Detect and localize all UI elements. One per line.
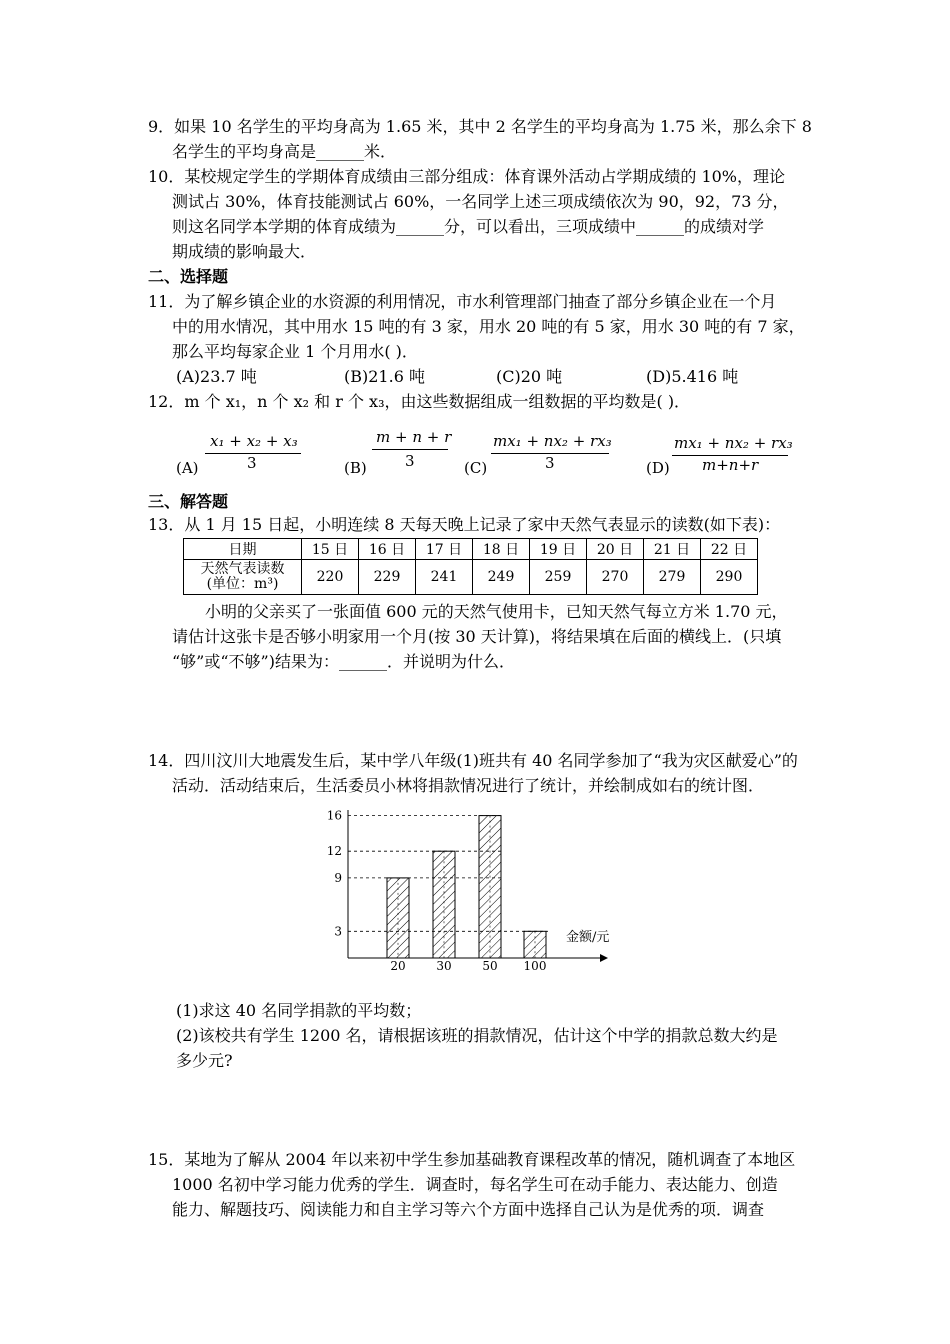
bar-20 bbox=[387, 878, 409, 958]
q14-sub2: (2)该校共有学生 1200 名，请根据该班的捐款情况，估计这个中学的捐款总数大约是 bbox=[176, 1026, 778, 1045]
q14-line1: 14．四川汶川大地震发生后，某中学八年级(1)班共有 40 名同学参加了“我为灾区献爱心”的 bbox=[148, 751, 798, 770]
table-header-reading bbox=[184, 560, 302, 595]
table-reading-cell: 241 bbox=[416, 560, 473, 595]
x-axis-label: 金额/元 bbox=[566, 930, 610, 945]
table-reading-cell: 270 bbox=[587, 560, 644, 595]
q12-option-c-label: (C) bbox=[464, 459, 488, 477]
donation-bar-chart bbox=[310, 798, 620, 978]
q12-option-d-numerator: mx₁ + nx₂ + rx₃ bbox=[674, 434, 793, 452]
table-header-reading-unit: (单位：m³) bbox=[206, 576, 279, 592]
q12-option-b-fraction bbox=[372, 428, 452, 474]
x-tick-label: 20 bbox=[390, 959, 406, 973]
y-tick-label: 3 bbox=[334, 924, 342, 939]
table-reading-cell: 290 bbox=[701, 560, 758, 595]
q10-line1: 10．某校规定学生的学期体育成绩由三部分组成：体育课外活动占学期成绩的 10%，理论 bbox=[148, 167, 786, 186]
q12-option-a-denominator: 3 bbox=[247, 454, 257, 472]
gas-meter-table bbox=[183, 538, 758, 595]
q12-option-a-numerator: x₁ + x₂ + x₃ bbox=[210, 432, 298, 450]
table-date-cell: 15 日 bbox=[302, 539, 359, 560]
x-tick-label: 50 bbox=[482, 959, 498, 973]
q11-option-a: (A)23.7 吨 bbox=[176, 367, 257, 386]
bars bbox=[387, 816, 546, 958]
bar-50 bbox=[479, 816, 501, 958]
bar-100 bbox=[524, 931, 546, 958]
q15-line3: 能力、解题技巧、阅读能力和自主学习等六个方面中选择自己认为是优秀的项．调查 bbox=[172, 1200, 765, 1219]
table-date-cell: 18 日 bbox=[473, 539, 530, 560]
q12-option-c-denominator: 3 bbox=[545, 454, 555, 472]
x-tick-label: 30 bbox=[436, 959, 452, 973]
q9-line2: 名学生的平均身高是______米． bbox=[172, 142, 397, 161]
table-header-reading-main: 天然气表读数 bbox=[200, 561, 285, 577]
y-tick-label: 9 bbox=[334, 870, 342, 885]
table-date-cell: 19 日 bbox=[530, 539, 587, 560]
table-reading-cell: 229 bbox=[359, 560, 416, 595]
table-header-date: 日期 bbox=[184, 539, 302, 560]
q13-para-line2: 请估计这张卡是否够小明家用一个月(按 30 天计算)，将结果填在后面的横线上．(只填 bbox=[172, 627, 782, 646]
q12-option-b-numerator: m + n + r bbox=[376, 428, 452, 446]
q14-sub3: 多少元? bbox=[176, 1051, 233, 1070]
q12-option-d-denominator: m+n+r bbox=[702, 456, 759, 474]
q12-option-d-label: (D) bbox=[646, 459, 670, 477]
y-tick-label: 12 bbox=[326, 844, 342, 859]
q15-line2: 1000 名初中学习能力优秀的学生．调查时，每名学生可在动手能力、表达能力、创造 bbox=[172, 1175, 778, 1194]
q10-line4: 期成绩的影响最大． bbox=[172, 242, 317, 261]
q14-sub1: (1)求这 40 名同学捐款的平均数； bbox=[176, 1001, 422, 1020]
q13-para-line1: 小明的父亲买了一张面值 600 元的天然气使用卡，已知天然气每立方米 1.70 元， bbox=[205, 602, 788, 621]
q14-line2: 活动．活动结束后，生活委员小林将捐款情况进行了统计，并绘制成如右的统计图． bbox=[172, 776, 765, 795]
table-reading-cell: 279 bbox=[644, 560, 701, 595]
q10-line3: 则这名同学本学期的体育成绩为______分，可以看出，三项成绩中______的成绩对学 bbox=[172, 217, 765, 236]
y-tick-labels bbox=[327, 809, 342, 939]
q13-line1: 13．从 1 月 15 日起，小明连续 8 天每天晚上记录了家中天然气表显示的读数(如下表)： bbox=[148, 515, 781, 534]
table-date-cell: 21 日 bbox=[644, 539, 701, 560]
q12-option-a-fraction bbox=[205, 432, 305, 474]
q12-option-c-numerator: mx₁ + nx₂ + rx₃ bbox=[493, 432, 612, 450]
q11-line2: 中的用水情况，其中用水 15 吨的有 3 家，用水 20 吨的有 5 家，用水 30 吨的有 7 家， bbox=[172, 317, 805, 336]
q13-para-line3: “够”或“不够”)结果为：______．并说明为什么． bbox=[172, 652, 515, 671]
table-reading-cell: 259 bbox=[530, 560, 587, 595]
section-heading-answer: 三、解答题 bbox=[148, 492, 229, 511]
table-reading-cell: 220 bbox=[302, 560, 359, 595]
q12-option-b-label: (B) bbox=[344, 459, 367, 477]
bar-30 bbox=[433, 851, 455, 958]
q12-option-b-denominator: 3 bbox=[405, 452, 415, 470]
x-tick-labels bbox=[390, 959, 546, 973]
q15-line1: 15．某地为了解从 2004 年以来初中学生参加基础教育课程改革的情况，随机调查了本地区 bbox=[148, 1150, 796, 1169]
x-tick-label: 100 bbox=[523, 959, 547, 973]
q11-line1: 11．为了解乡镇企业的水资源的利用情况，市水利管理部门抽查了部分乡镇企业在一个月 bbox=[148, 292, 777, 311]
table-date-cell: 17 日 bbox=[416, 539, 473, 560]
q9-line1: 9．如果 10 名学生的平均身高为 1.65 米，其中 2 名学生的平均身高为 1.75 米，那么余下 8 bbox=[148, 117, 812, 136]
q12-option-b-bar bbox=[372, 449, 448, 450]
q12-option-d-fraction bbox=[672, 434, 793, 476]
y-tick-label: 16 bbox=[326, 808, 342, 823]
table-date-cell: 16 日 bbox=[359, 539, 416, 560]
q12-line: 12．m 个 x₁，n 个 x₂ 和 r 个 x₃，由这些数据组成一组数据的平均数是( )． bbox=[148, 392, 691, 411]
table-date-cell: 22 日 bbox=[701, 539, 758, 560]
q11-option-d: (D)5.416 吨 bbox=[646, 367, 739, 386]
x-axis-arrow bbox=[600, 954, 608, 962]
section-heading-choice: 二、选择题 bbox=[148, 267, 229, 286]
q11-option-c: (C)20 吨 bbox=[496, 367, 563, 386]
table-date-cell: 20 日 bbox=[587, 539, 644, 560]
q10-line2: 测试占 30%，体育技能测试占 60%，一名同学上述三项成绩依次为 90，92，73 分， bbox=[172, 192, 789, 211]
table-reading-cell: 249 bbox=[473, 560, 530, 595]
q12-option-a-label: (A) bbox=[176, 459, 199, 477]
q12-option-c-fraction bbox=[491, 432, 613, 474]
q11-option-b: (B)21.6 吨 bbox=[344, 367, 425, 386]
q11-line3: 那么平均每家企业 1 个月用水( )． bbox=[172, 342, 418, 361]
